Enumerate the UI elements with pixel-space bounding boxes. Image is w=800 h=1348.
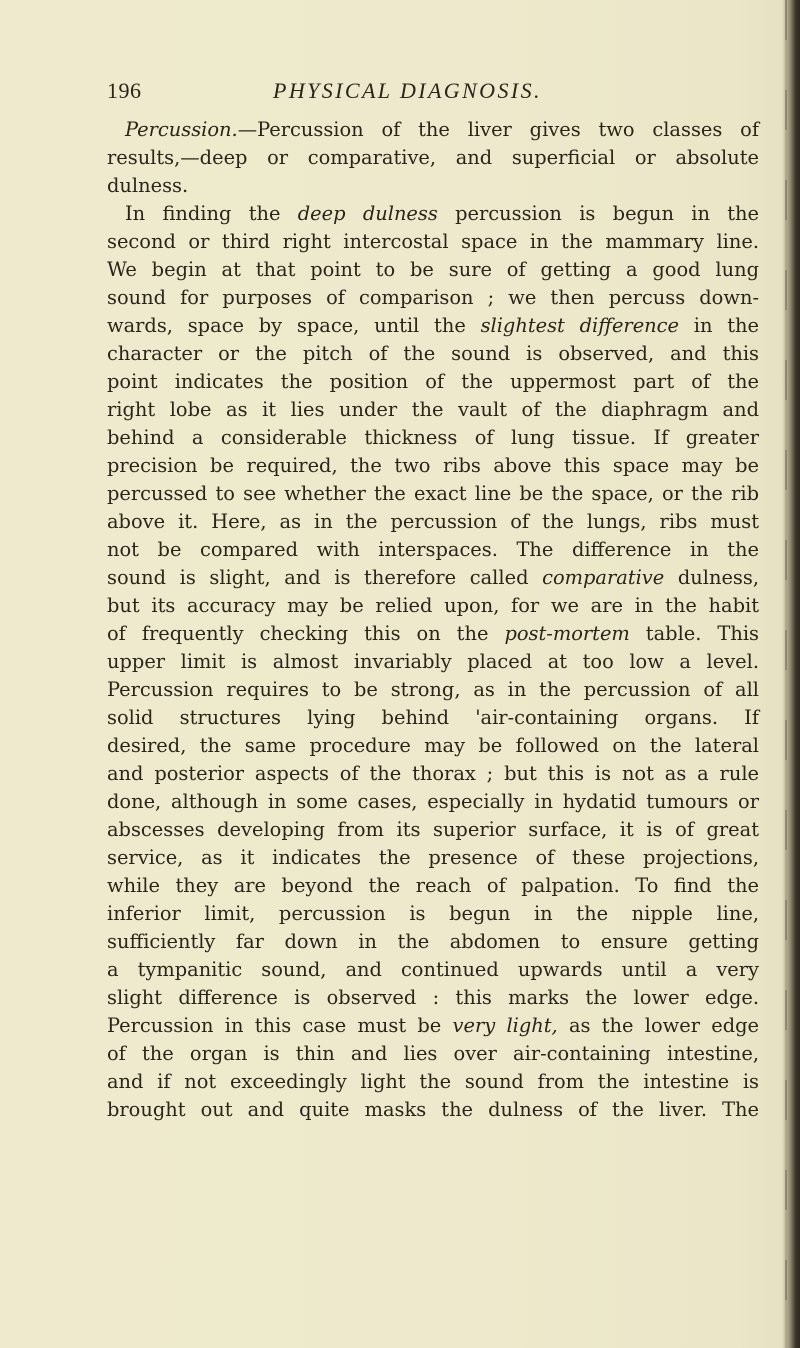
text-line [107,620,759,648]
text-segment: —Percussion of the liver gives two classes of [237,118,759,141]
text-line [107,676,759,704]
text-segment: inferior limit, percussion is begun in the nipple line, [107,902,759,925]
text-segment: second or third right intercostal space in the mammary line. [107,230,759,253]
italic-text-segment: Percussion. [125,118,238,141]
text-segment: above it. Here, as in the percussion of the lungs, ribs must [107,510,759,533]
text-line [107,1012,759,1040]
text-line [107,648,759,676]
text-line [107,816,759,844]
text-segment: sound for purposes of comparison ; we then percuss down- [107,286,759,309]
text-line [107,760,759,788]
text-segment: brought out and quite masks the dulness of the liver. The [107,1098,759,1121]
text-line [107,312,759,340]
italic-text-segment: deep dulness [297,202,438,225]
text-line [107,480,759,508]
text-segment: We begin at that point to be sure of getting a good lung [107,258,759,281]
italic-text-segment: slightest difference [480,314,679,337]
text-segment: service, as it indicates the presence of these projections, [107,846,759,869]
text-segment: behind a considerable thickness of lung tissue. If greater [107,426,759,449]
text-segment: Percussion in this case must be [107,1014,453,1037]
text-line [107,1040,759,1068]
text-line [107,984,759,1012]
text-segment: a tympanitic sound, and continued upwards until a very [107,958,759,981]
text-line [107,900,759,928]
text-segment: and posterior aspects of the thorax ; but this is not as a rule [107,762,759,785]
text-segment: of frequently checking this on the [107,622,505,645]
text-segment: abscesses developing from its superior surface, it is of great [107,818,759,841]
text-line [107,872,759,900]
text-line [107,284,759,312]
text-line [107,144,759,172]
text-segment: wards, space by space, until the [107,314,481,337]
text-line [107,928,759,956]
page-number: 196 [107,78,142,103]
text-segment: Percussion requires to be strong, as in the percussion of all [107,678,759,701]
italic-text-segment: post-mortem [504,622,630,645]
running-title: PHYSICAL DIAGNOSIS. [273,78,542,103]
text-segment: desired, the same procedure may be followed on the lateral [107,734,759,757]
text-line [107,200,759,228]
text-segment: results,—deep or comparative, and superficial or absolute [107,146,759,169]
text-segment: and if not exceedingly light the sound from the intestine is [107,1070,759,1093]
text-segment: sufficiently far down in the abdomen to ensure getting [107,930,759,953]
text-line [107,256,759,284]
text-line [107,368,759,396]
text-segment: not be compared with interspaces. The difference in the [107,538,759,561]
text-segment: percussion is begun in the [437,202,759,225]
text-line [107,172,759,200]
text-line [107,592,759,620]
text-segment: but its accuracy may be relied upon, for we are in the habit [107,594,759,617]
text-segment: done, although in some cases, especially in hydatid tumours or [107,790,759,813]
text-segment: solid structures lying behind 'air-containing organs. If [107,706,759,729]
text-segment: slight difference is observed : this marks the lower edge. [107,986,759,1009]
italic-text-segment: comparative [542,566,665,589]
text-segment: of the organ is thin and lies over air-containing intestine, [107,1042,759,1065]
text-segment: right lobe as it lies under the vault of the diaphragm and [107,398,759,421]
text-line [107,1096,759,1124]
text-segment: while they are beyond the reach of palpation. To find the [107,874,759,897]
text-segment: dulness, [664,566,759,589]
text-segment: in the [679,314,759,337]
text-segment: point indicates the position of the uppermost part of the [107,370,759,393]
text-segment: In finding the [125,202,298,225]
text-segment: percussed to see whether the exact line be the space, or the rib [107,482,759,505]
binding-edge [782,0,800,1348]
text-segment: sound is slight, and is therefore called [107,566,543,589]
text-line [107,396,759,424]
text-line [107,732,759,760]
text-line [107,116,759,144]
body-text [107,116,759,1124]
text-line [107,704,759,732]
text-line [107,536,759,564]
text-segment: upper limit is almost invariably placed at too low a level. [107,650,759,673]
text-line [107,844,759,872]
text-segment: as the lower edge [557,1014,759,1037]
text-segment: table. This [629,622,759,645]
text-line [107,788,759,816]
text-line [107,508,759,536]
text-line [107,424,759,452]
text-line [107,564,759,592]
text-line [107,452,759,480]
text-line [107,340,759,368]
text-segment: precision be required, the two ribs above this space may be [107,454,759,477]
text-segment: dulness. [107,174,189,197]
text-line [107,956,759,984]
text-line [107,228,759,256]
page-header [107,78,747,108]
text-segment: character or the pitch of the sound is observed, and this [107,342,759,365]
italic-text-segment: very light, [452,1014,558,1037]
text-line [107,1068,759,1096]
